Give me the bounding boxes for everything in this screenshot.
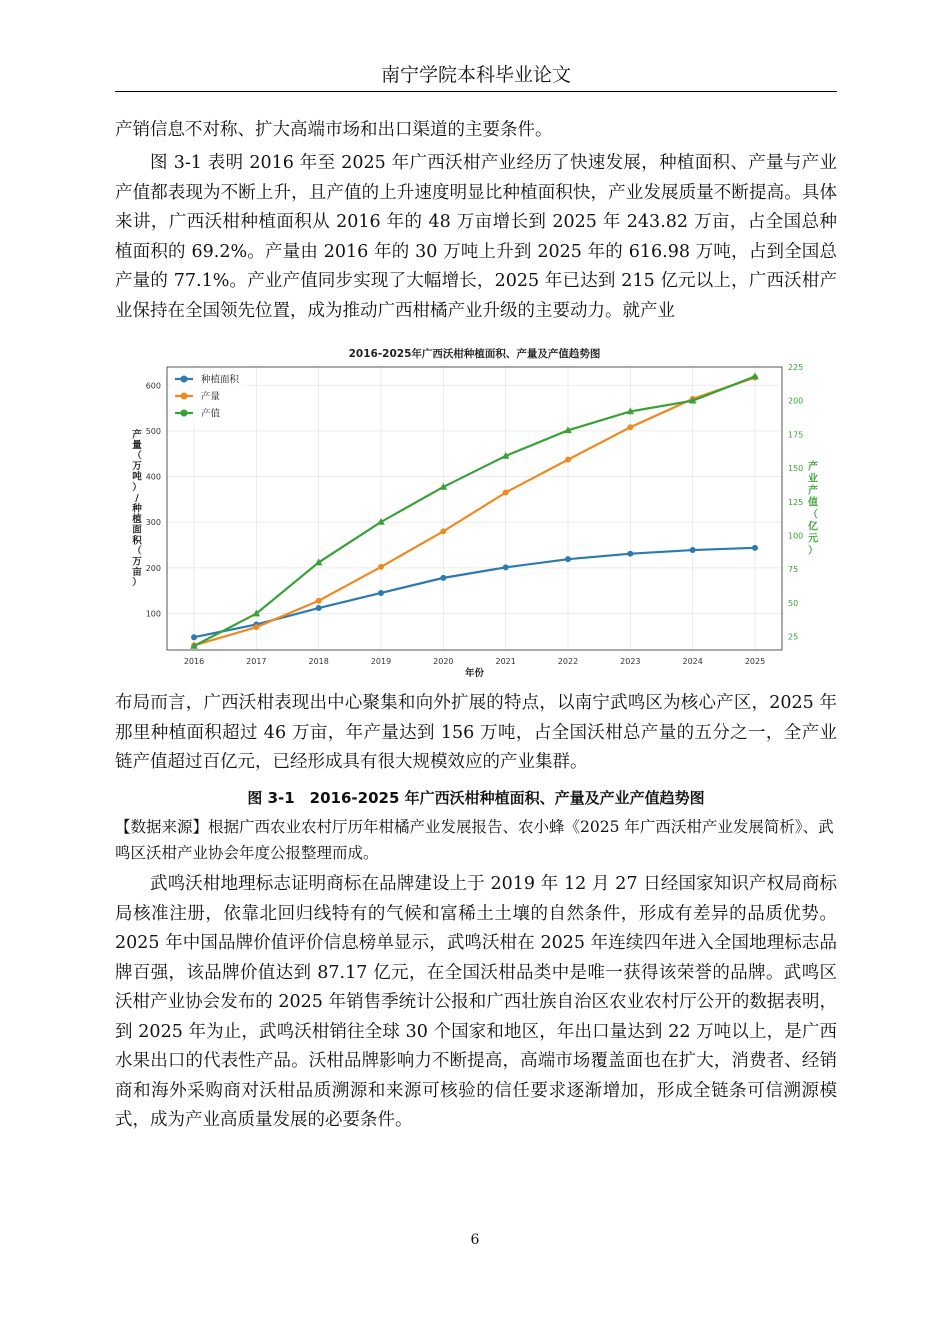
y-right-tick-label-6: 175 bbox=[788, 430, 804, 440]
paragraph-4: 武鸣沃柑地理标志证明商标在品牌建设上于 2019 年 12 月 27 日经国家知识产权局商标局核准注册，依靠北回归线特有的气候和富稀土土壤的自然条件，形成有差异的品质优势。2025 年中国品牌价值评价信息榜单显示，武鸣沃柑在 2025 年连续四年进入全国地理标志品牌百强，该品牌价值达到 87.17 亿元，在全国沃柑品类中是唯一获得该荣誉的品牌。武鸣区沃柑产业协会发布的 2025 年销售季统计公报和广西壮族自治区农业农村厅公开的数据表明，到 2025 年为止，武鸣沃柑销往全球 30 个国家和地区，年出口量达到 22 万吨以上，是广西水果出口的代表性产品。沃柑品牌影响力不断提高，高端市场覆盖面也在扩大，消费者、经销商和海外采购商对沃柑品质溯源和来源可核验的信任要求逐渐增加，形成全链条可信溯源模式，成为产业高质量发展的必要条件。 bbox=[115, 874, 837, 1130]
y-left-label-char-5: ） bbox=[132, 482, 142, 494]
y-left-label-char-4: 吨 bbox=[132, 471, 142, 483]
series-0-point-7 bbox=[627, 551, 633, 557]
y-right-tick-label-8: 225 bbox=[788, 363, 804, 372]
y-left-label-char-7: 种 bbox=[132, 503, 142, 515]
y-left-label-char-0: 产 bbox=[132, 429, 142, 441]
paragraph-2: 图 3-1 表明 2016 年至 2025 年广西沃柑产业经历了快速发展，种植面积、产量与产业产值都表现为不断上升，且产值的上升速度明显比种植面积快，产业发展质量不断提高。具体来讲，广西沃柑种植面积从 2016 年的 48 万亩增长到 2025 年 243.82 万亩，占全国总种植面积的 69.2%。产量由 2016 年的 30 万吨上升到 2025 年的 616.98 万吨，占到全国总产量的 77.1%。产业产值同步实现了大幅增长，2025 年已达到 215 亿元以上，广西沃柑产业保持在全国领先位置，成为推动广西柑橘产业升级的主要动力。就产业 bbox=[115, 153, 837, 321]
series-1-point-6 bbox=[565, 457, 571, 463]
series-0-point-3 bbox=[378, 590, 384, 596]
x-tick-label-3: 2019 bbox=[370, 657, 392, 666]
y-right-label-char-5: 亿 bbox=[808, 521, 818, 533]
series-1-point-4 bbox=[440, 528, 446, 534]
legend-label-0: 种植面积 bbox=[201, 374, 240, 386]
x-tick-label-8: 2024 bbox=[682, 657, 703, 666]
x-tick-label-6: 2022 bbox=[557, 657, 579, 666]
y-right-tick-label-0: 25 bbox=[788, 632, 799, 642]
y-right-label-char-6: 元 bbox=[808, 533, 818, 545]
x-tick-label-4: 2020 bbox=[433, 657, 454, 666]
y-left-label-char-13: 亩 bbox=[132, 567, 142, 579]
y-left-tick-label-1: 200 bbox=[145, 563, 161, 573]
y-left-label-char-9: 面 bbox=[132, 524, 142, 536]
y-right-tick-label-4: 125 bbox=[788, 497, 804, 507]
series-0-point-0 bbox=[191, 634, 197, 640]
y-right-tick-label-3: 100 bbox=[788, 531, 804, 541]
series-0-point-5 bbox=[503, 564, 509, 570]
y-left-tick-label-5: 600 bbox=[145, 381, 161, 391]
y-left-tick-label-2: 300 bbox=[145, 518, 161, 528]
legend-label-1: 产量 bbox=[201, 391, 221, 403]
y-left-label-char-12: 万 bbox=[132, 556, 142, 568]
y-left-label-char-14: ） bbox=[132, 577, 142, 589]
series-0-point-6 bbox=[565, 556, 571, 562]
series-1-point-7 bbox=[627, 424, 633, 430]
y-right-tick-label-2: 75 bbox=[788, 565, 799, 575]
figure-caption: 图 3-1 2016-2025 年广西沃柑种植面积、产量及产业产值趋势图 bbox=[247, 789, 705, 807]
y-left-tick-label-3: 400 bbox=[145, 472, 161, 482]
x-tick-label-7: 2023 bbox=[620, 657, 641, 666]
x-tick-label-9: 2025 bbox=[744, 657, 766, 666]
legend-label-2: 产值 bbox=[201, 408, 221, 420]
y-left-label-char-8: 植 bbox=[132, 514, 142, 526]
plot-area bbox=[167, 367, 782, 650]
y-left-tick-label-0: 100 bbox=[145, 609, 161, 619]
y-left-label-char-3: 万 bbox=[132, 461, 142, 473]
x-axis-label: 年份 bbox=[464, 668, 485, 679]
paragraph-3: 布局而言，广西沃柑表现出中心聚集和向外扩展的特点，以南宁武鸣区为核心产区，2025 年那里种植面积超过 46 万亩，年产量达到 156 万吨，占全国沃柑总产量的五分之一，全产业链产值超过百亿元，已经形成具有很大规模效应的产业集群。 bbox=[115, 693, 837, 772]
header-rule bbox=[115, 91, 837, 92]
y-right-tick-label-1: 50 bbox=[788, 598, 799, 608]
y-right-label-char-2: 产 bbox=[808, 485, 818, 497]
series-0-point-4 bbox=[440, 575, 446, 581]
legend-marker-0 bbox=[181, 376, 188, 383]
data-source-note: 【数据来源】根据广西农业农村厅历年柑橘产业发展报告、农小蜂《2025 年广西沃柑产业发展简析》、武鸣区沃柑产业协会年度公报整理而成。 bbox=[115, 818, 834, 862]
y-right-label-char-0: 产 bbox=[808, 461, 818, 473]
y-right-label-char-7: ） bbox=[808, 545, 818, 557]
y-right-label-char-1: 业 bbox=[808, 473, 818, 485]
page-header-title: 南宁学院本科毕业论文 bbox=[380, 64, 571, 86]
y-left-label-char-10: 积 bbox=[132, 535, 142, 547]
chart-title: 2016-2025年广西沃柑种植面积、产量及产值趋势图 bbox=[348, 348, 601, 360]
trend-chart bbox=[120, 342, 830, 682]
series-1-point-3 bbox=[378, 564, 384, 570]
x-tick-label-0: 2016 bbox=[183, 657, 205, 666]
y-left-label-char-1: 量 bbox=[132, 439, 142, 451]
series-0-point-2 bbox=[316, 605, 322, 611]
series-0-point-8 bbox=[690, 547, 696, 553]
legend-marker-1 bbox=[181, 393, 188, 400]
series-1-point-2 bbox=[316, 598, 322, 604]
paragraph-1: 产销信息不对称、扩大高端市场和出口渠道的主要条件。 bbox=[115, 120, 553, 140]
y-left-tick-label-4: 500 bbox=[145, 426, 161, 436]
y-left-label-char-11: （ bbox=[132, 545, 142, 557]
series-1-point-5 bbox=[503, 490, 509, 496]
x-tick-label-5: 2021 bbox=[495, 657, 516, 666]
x-tick-label-2: 2018 bbox=[308, 657, 329, 666]
series-0-point-9 bbox=[752, 545, 758, 551]
y-right-label-char-3: 值 bbox=[808, 497, 818, 509]
page-number: 6 bbox=[470, 1232, 480, 1248]
y-left-label-char-6: / bbox=[135, 492, 139, 504]
y-right-tick-label-7: 200 bbox=[788, 396, 804, 406]
series-1-point-1 bbox=[253, 624, 259, 630]
y-left-label-char-2: （ bbox=[132, 450, 142, 462]
y-right-tick-label-5: 150 bbox=[788, 464, 804, 474]
legend-marker-2 bbox=[181, 410, 188, 417]
y-right-label-char-4: （ bbox=[808, 509, 818, 521]
x-tick-label-1: 2017 bbox=[246, 657, 267, 666]
